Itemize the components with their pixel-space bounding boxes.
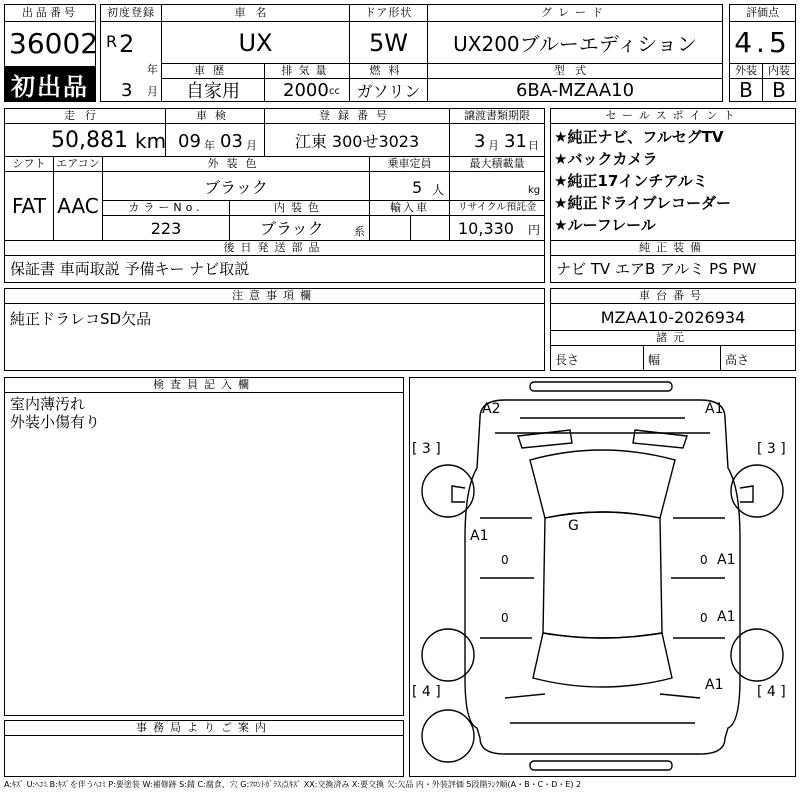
- length-label: 長さ: [555, 353, 580, 367]
- score-box: [729, 21, 796, 64]
- tire-fr-mark: [ 3 ]: [757, 441, 786, 457]
- ac-box: [53, 171, 103, 241]
- load-label: 最大積載量: [449, 156, 545, 172]
- load-unit: kg: [528, 185, 541, 196]
- exterior-label: 外装: [729, 63, 763, 79]
- ext-color: ブラック: [204, 177, 268, 197]
- grade: UX200ブルーエディション: [453, 32, 697, 56]
- door-label: ドア形状: [349, 4, 428, 22]
- displacement-box: [264, 78, 350, 102]
- rear-window-shape: [533, 633, 672, 687]
- spare-wheel-shape: [422, 710, 474, 762]
- reg-month: 3: [121, 80, 133, 101]
- sales-point-item: ★バックカメラ: [554, 150, 658, 168]
- mark-zero: 0: [501, 553, 509, 567]
- year-unit: 年: [147, 63, 158, 76]
- transfer-box: [449, 123, 545, 157]
- interior-label: 内装: [762, 63, 796, 79]
- displacement-label: 排気量: [264, 63, 350, 79]
- transfer-label: 譲渡書類期限: [449, 108, 545, 124]
- history: 自家用: [186, 81, 240, 102]
- lot-no-box: [4, 21, 99, 67]
- car-name-box: [161, 21, 350, 64]
- mark-a1-right-rear-door: A1: [717, 609, 736, 625]
- first-reg-label: 初度登録: [100, 4, 162, 22]
- interior-grade: B: [772, 78, 786, 102]
- first-reg-box: [100, 21, 162, 102]
- mileage-unit: km: [135, 129, 167, 153]
- exterior-grade-box: [729, 78, 763, 102]
- inspection-box: [165, 123, 265, 157]
- equipment-box: [550, 255, 796, 283]
- sales-point-item: ★ルーフレール: [554, 216, 656, 234]
- exterior-grade: B: [739, 78, 753, 102]
- load-box: [449, 171, 545, 201]
- transfer-day-unit: 日: [528, 139, 539, 152]
- score: 4.5: [734, 26, 791, 59]
- color-no-box: [102, 215, 230, 241]
- door-type: 5W: [369, 28, 408, 57]
- sales-point-item: ★純正ナビ、フルセグTV: [554, 128, 724, 146]
- sales-point-item: ★純正ドライブレコーダー: [554, 194, 731, 212]
- sales-points-label: セールスポイント: [550, 108, 796, 124]
- rear-lamp-shape: [505, 694, 700, 723]
- recycle-box: [449, 215, 545, 241]
- insp-month: 03: [220, 131, 243, 152]
- tire-fl-mark: [ 3 ]: [412, 441, 441, 457]
- rear-bumper-shape: [530, 761, 672, 770]
- roof-shape: [543, 512, 662, 638]
- history-box: [161, 78, 265, 102]
- height-label: 高さ: [725, 353, 750, 367]
- insp-year-unit: 年: [204, 139, 215, 152]
- displacement: 2000: [283, 80, 329, 101]
- width-box: [643, 345, 721, 371]
- car-name: UX: [238, 28, 273, 57]
- int-color-label: 内装色: [229, 200, 370, 216]
- body-outline-shape: [465, 400, 740, 754]
- inspector-box: [4, 392, 404, 716]
- legend: A:ｷｽﾞ U:ﾍｺﾐ B:ｷｽﾞを伴うﾍｺﾐ P:要塗装 W:補修跡 S:錆 C:腐食、穴 G:ﾌﾛﾝﾄｶﾞﾗｽ点ｷｽﾞ XX:交換済み X:要交換 欠:欠品 内・外装評価 5段階ﾗﾝｸ順(A・B・C・D・E) 2: [4, 780, 582, 789]
- shift-label: シフト: [4, 156, 54, 172]
- wheel-fl-shape: [422, 465, 474, 517]
- later-parts: 保証書 車両取説 予備キー ナビ取説: [10, 260, 250, 278]
- inspector-label: 検査員記入欄: [4, 377, 404, 393]
- int-color: ブラック: [260, 219, 324, 238]
- score-label: 評価点: [729, 4, 796, 22]
- fuel: ガソリン: [356, 81, 421, 101]
- later-parts-label: 後日発送部品: [4, 240, 545, 256]
- mileage-label: 走行: [4, 108, 166, 124]
- dims-label: 諸元: [550, 330, 796, 346]
- displacement-unit: cc: [329, 86, 340, 97]
- capacity-box: [369, 171, 450, 201]
- mark-a1-front-right: A1: [705, 401, 724, 417]
- ac: AAC: [57, 194, 99, 218]
- era-letter: R: [106, 32, 118, 51]
- model: 6BA-MZAA10: [515, 79, 635, 101]
- inspector-line: 室内薄汚れ: [10, 395, 86, 413]
- era-year: 2: [119, 30, 135, 58]
- color-no-label: カラーNo.: [102, 200, 230, 216]
- mark-a1-left-front-door: A1: [470, 528, 489, 544]
- sales-point-item: ★純正17インチアルミ: [554, 172, 708, 190]
- inspection-label: 車検: [165, 108, 265, 124]
- chassis-label: 車台番号: [550, 288, 796, 304]
- chassis-number: MZAA10-2026934: [600, 307, 746, 327]
- wheel-rl-shape: [422, 629, 474, 681]
- notes-box: [4, 303, 545, 371]
- model-label: 型式: [427, 63, 723, 79]
- plate-box: [264, 123, 450, 157]
- front-bumper-shape: [530, 382, 672, 391]
- notes-label: 注意事項欄: [4, 288, 545, 304]
- recycle-label: リサイクル預託金: [449, 200, 545, 216]
- lot-no: 36002: [9, 27, 99, 60]
- mark-a2-front-left: A2: [482, 401, 501, 417]
- car-outline-svg: [410, 378, 795, 776]
- color-no: 223: [150, 218, 182, 238]
- wheel-fr-shape: [731, 465, 783, 517]
- car-diagram: [409, 377, 796, 777]
- mark-a1-right-front-door: A1: [717, 552, 736, 568]
- office-box: [4, 735, 404, 777]
- lot-no-label: 出品番号: [4, 4, 96, 22]
- insp-year: 09: [178, 131, 201, 152]
- transfer-day: 31: [504, 131, 527, 152]
- first-listing-text: 初出品: [11, 72, 89, 101]
- later-parts-box: [4, 255, 545, 283]
- grade-box: [427, 21, 723, 64]
- wheel-rr-shape: [731, 629, 783, 681]
- mark-zero: 0: [501, 611, 509, 625]
- mark-zero: 0: [700, 611, 708, 625]
- chassis-box: [550, 303, 796, 331]
- capacity: 5: [412, 178, 423, 197]
- month-unit: 月: [147, 85, 158, 98]
- width-label: 幅: [648, 353, 661, 367]
- recycle-unit: 円: [528, 223, 541, 237]
- length-box: [550, 345, 644, 371]
- ext-color-label: 外装色: [102, 156, 370, 172]
- model-box: [427, 78, 723, 102]
- fuel-box: [349, 78, 428, 102]
- notes: 純正ドラレコSD欠品: [10, 310, 152, 328]
- fuel-label: 燃料: [349, 63, 428, 79]
- sales-points-box: [550, 123, 796, 241]
- windshield-shape: [530, 450, 675, 518]
- grade-label: グレード: [427, 4, 723, 22]
- mark-g-windshield: G: [568, 518, 579, 534]
- shift: FAT: [11, 194, 46, 218]
- recycle: 10,330: [458, 219, 514, 238]
- right-mirror-shape: [740, 486, 753, 502]
- transfer-month-unit: 月: [488, 139, 499, 152]
- mileage-box: [4, 123, 166, 157]
- equipment: ナビ TV エアB アルミ PS PW: [556, 260, 757, 278]
- plate-label: 登録番号: [264, 108, 450, 124]
- capacity-unit: 人: [432, 183, 445, 197]
- ext-color-box: [102, 171, 370, 201]
- tire-rr-mark: [ 4 ]: [757, 684, 786, 700]
- mileage: 50,881: [51, 128, 128, 153]
- import-box-divider: [410, 215, 411, 241]
- ac-label: エアコン: [53, 156, 103, 172]
- int-color-box: [229, 215, 370, 241]
- shift-box: [4, 171, 54, 241]
- mark-zero: 0: [700, 553, 708, 567]
- door-box: [349, 21, 428, 64]
- equipment-label: 純正装備: [550, 240, 796, 256]
- office-label: 事務局よりご案内: [4, 720, 404, 736]
- int-color-unit: 系: [354, 225, 365, 238]
- history-label: 車歴: [161, 63, 265, 79]
- first-listing-badge: [4, 66, 96, 102]
- insp-month-unit: 月: [246, 139, 257, 152]
- interior-grade-box: [762, 78, 796, 102]
- inspector-line: 外装小傷有り: [10, 413, 101, 431]
- capacity-label: 乗車定員: [369, 156, 450, 172]
- hood-shape: [495, 418, 710, 433]
- import-label: 輸入車: [369, 200, 450, 216]
- left-mirror-shape: [452, 486, 465, 502]
- tire-rl-mark: [ 4 ]: [412, 684, 441, 700]
- mark-a1-rear-right: A1: [705, 677, 724, 693]
- car-name-label: 車名: [161, 4, 350, 22]
- transfer-month: 3: [474, 131, 486, 152]
- plate: 江東 300せ3023: [294, 131, 420, 151]
- height-box: [720, 345, 796, 371]
